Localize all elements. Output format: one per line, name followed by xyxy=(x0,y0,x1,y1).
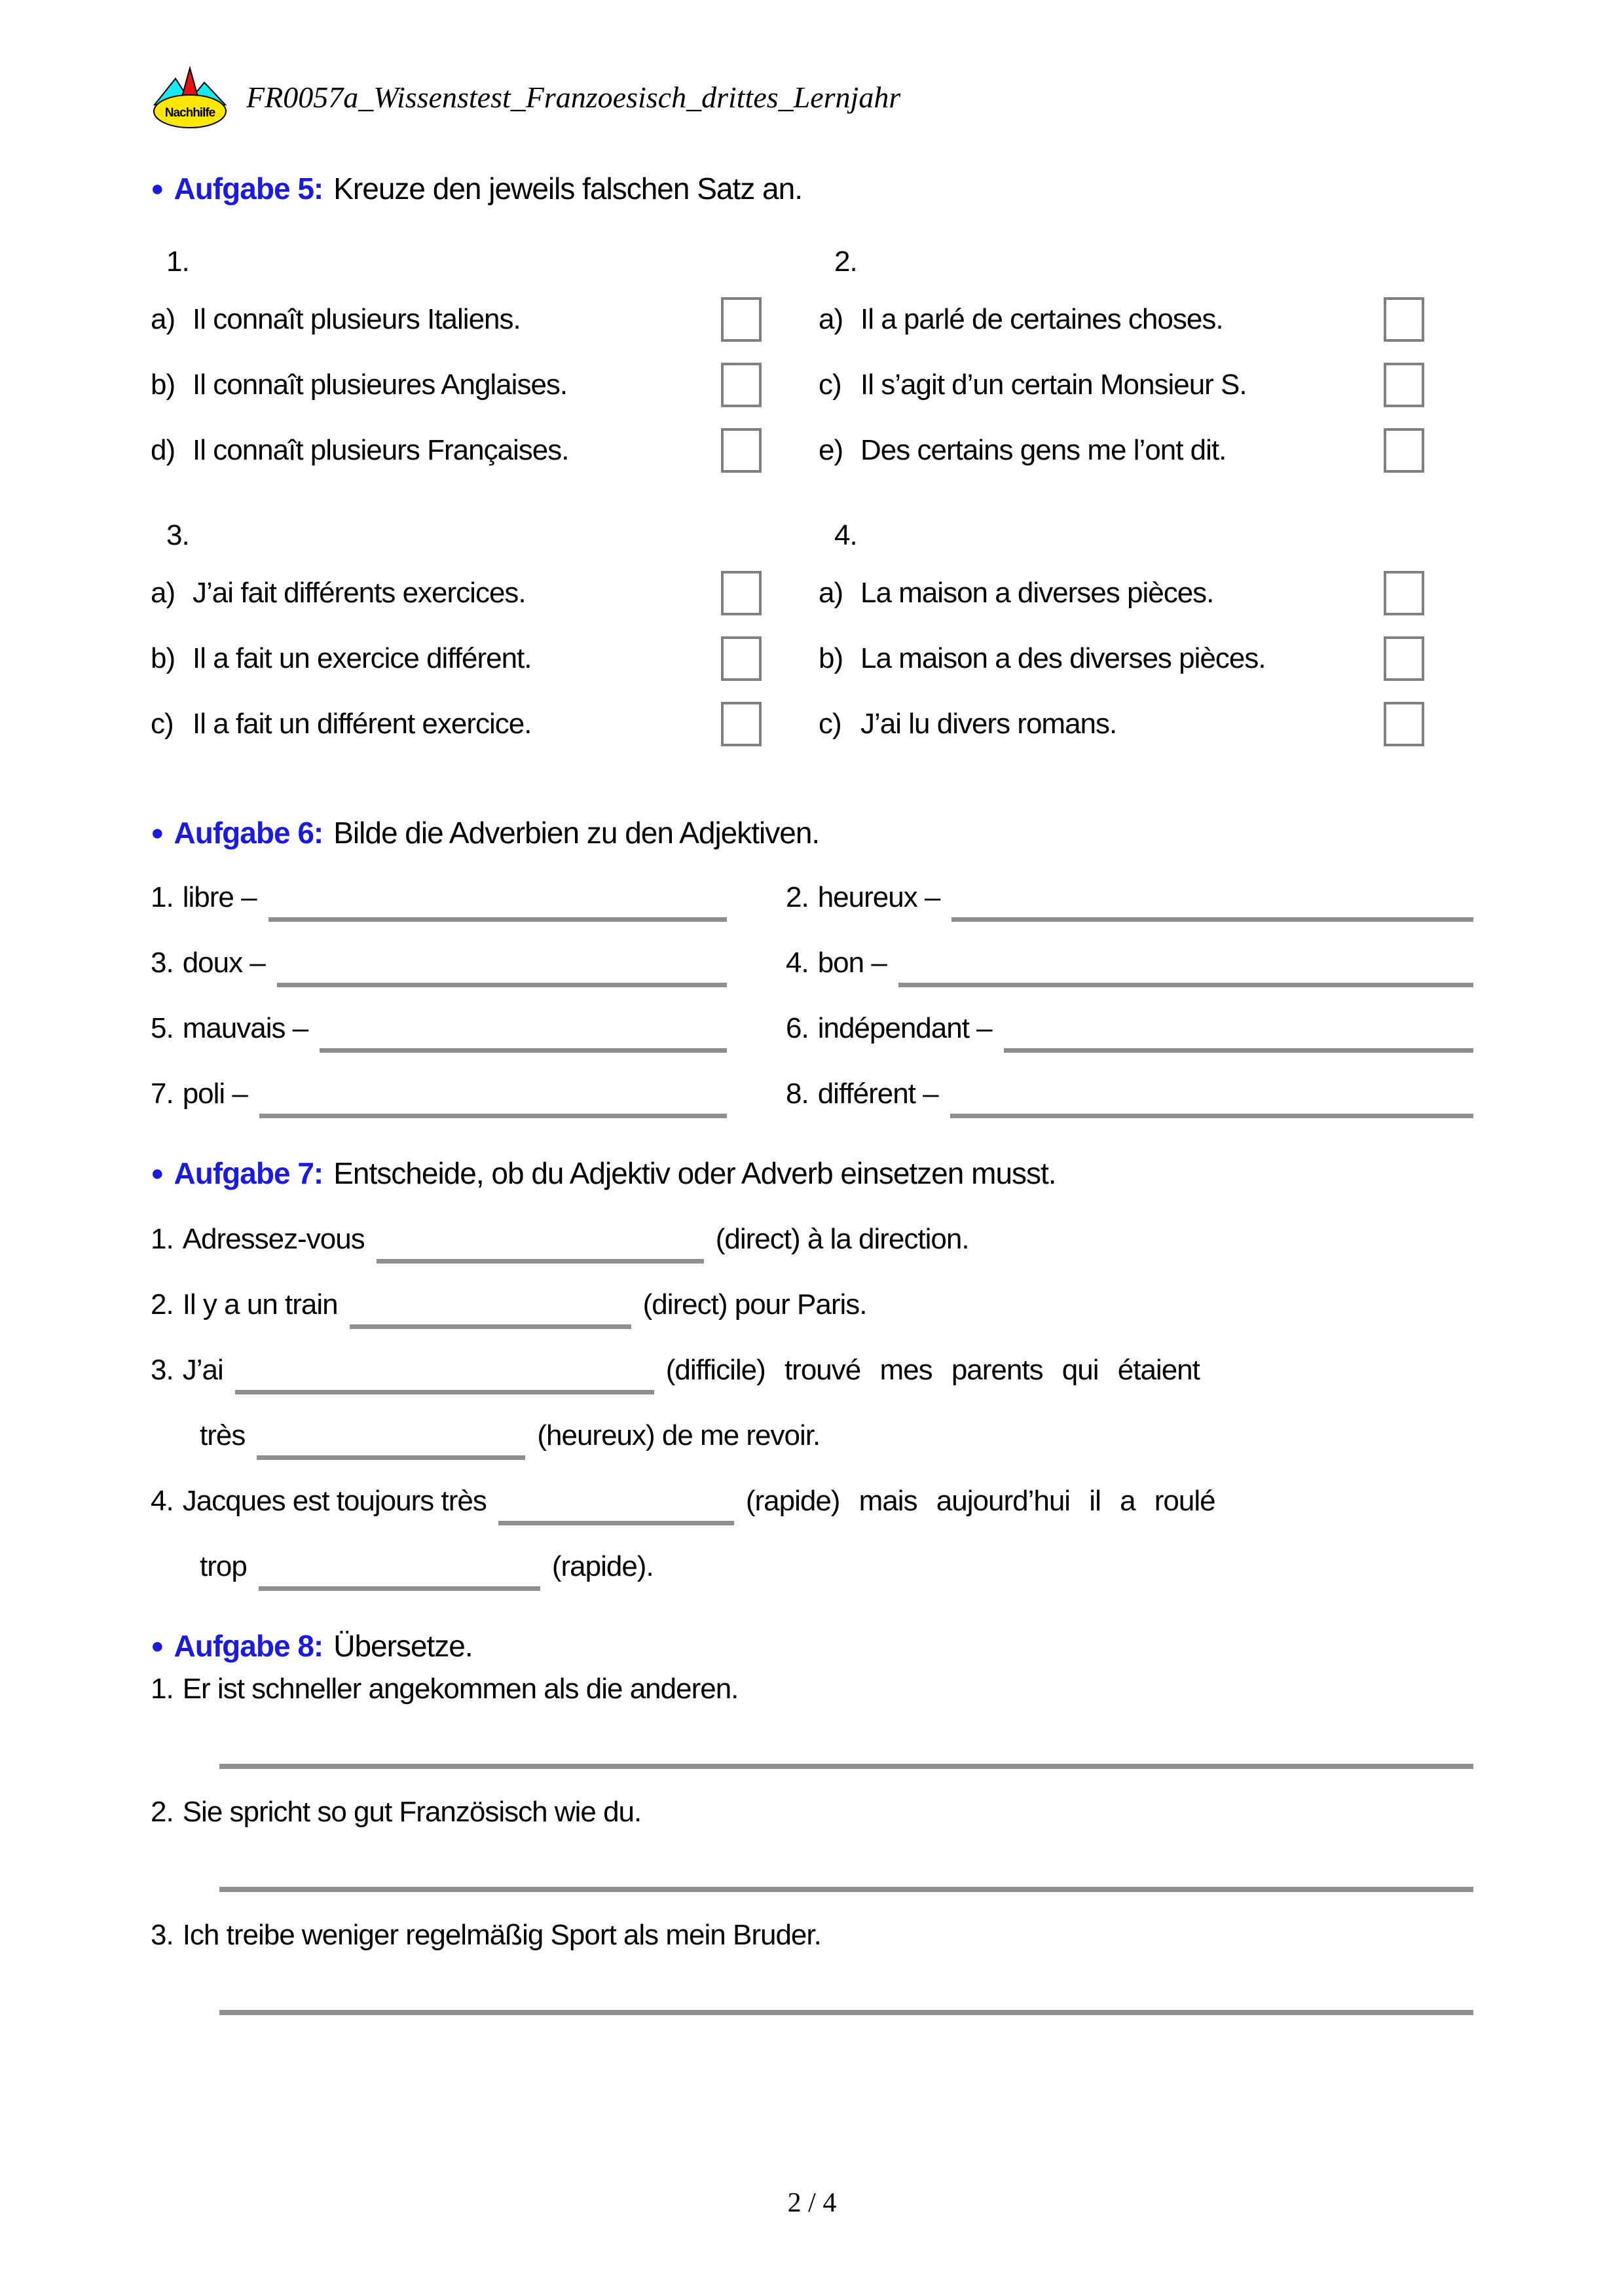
task8-translations xyxy=(151,1672,1473,2015)
blank-line[interactable] xyxy=(259,1586,540,1591)
item-number: 3. xyxy=(151,947,174,979)
adjective-word: différent – xyxy=(817,1078,938,1110)
choice-row xyxy=(819,428,1424,473)
bullet-icon: ● xyxy=(151,820,164,845)
adverb-item-3 xyxy=(151,945,727,987)
answer-checkbox[interactable] xyxy=(1384,428,1424,473)
bullet-icon: ● xyxy=(151,1161,164,1186)
adverb-item-6 xyxy=(786,1011,1473,1053)
choice-row xyxy=(819,297,1424,342)
choice-row xyxy=(151,297,762,342)
choice-row xyxy=(151,571,762,615)
blank-line[interactable] xyxy=(1004,1048,1473,1053)
adjective-word: heureux – xyxy=(817,881,940,913)
choice-row xyxy=(151,428,762,473)
choice-block-4 xyxy=(819,520,1424,746)
option-key: b) xyxy=(151,642,175,674)
option-text: Il connaît plusieures Anglaises. xyxy=(193,369,568,401)
fill-line-4-continuation xyxy=(200,1549,1473,1591)
item-number: 4. xyxy=(786,947,809,979)
task5-heading xyxy=(151,170,1473,207)
translation-sentence-1 xyxy=(151,1672,1473,1706)
item-number: 2. xyxy=(786,881,809,913)
blank-line[interactable] xyxy=(377,1259,704,1264)
blank-line[interactable] xyxy=(235,1390,654,1394)
answer-checkbox[interactable] xyxy=(1384,571,1424,615)
task8-instruction: Übersetze. xyxy=(333,1629,473,1663)
task5-instruction: Kreuze den jeweils falschen Satz an. xyxy=(333,172,803,206)
choice-row xyxy=(151,363,762,407)
task6-instruction: Bilde die Adverbien zu den Adjektiven. xyxy=(333,816,820,850)
choice-row xyxy=(819,636,1424,681)
option-key: b) xyxy=(819,642,843,674)
option-key: a) xyxy=(151,577,175,609)
choice-row xyxy=(819,571,1424,615)
task7-instruction: Entscheide, ob du Adjektiv oder Adverb einsetzen musst. xyxy=(333,1156,1056,1190)
adverb-item-4 xyxy=(786,945,1473,987)
option-key: c) xyxy=(819,369,841,401)
task6-label: Aufgabe 6: xyxy=(174,816,323,850)
bullet-icon: ● xyxy=(151,1633,164,1658)
document-title: FR0057a_Wissenstest_Franzoesisch_drittes_Lernjahr xyxy=(246,80,901,114)
adverb-item-2 xyxy=(786,880,1473,922)
choice-row xyxy=(151,636,762,681)
fill-line-2 xyxy=(151,1287,1473,1329)
line-text-before: trop xyxy=(200,1550,247,1582)
blank-line[interactable] xyxy=(277,983,727,987)
option-text: J’ai lu divers romans. xyxy=(860,708,1117,740)
line-text-before: Il y a un train xyxy=(182,1288,338,1321)
blank-line[interactable] xyxy=(950,1114,1473,1118)
fill-line-4 xyxy=(151,1484,1473,1525)
line-text-before: J’ai xyxy=(182,1354,223,1386)
sentence-text: Er ist schneller angekommen als die anderen. xyxy=(182,1673,739,1705)
line-text-after: (difficile) trouvé mes parents qui étaient xyxy=(665,1354,1200,1386)
item-number: 4. xyxy=(151,1485,174,1517)
block-number: 2. xyxy=(834,246,857,278)
bullet-icon: ● xyxy=(151,176,164,201)
adjective-word: mauvais – xyxy=(182,1012,308,1044)
choice-block-1 xyxy=(151,246,762,473)
answer-checkbox[interactable] xyxy=(1384,297,1424,342)
translation-sentence-3 xyxy=(151,1918,1473,1952)
line-text-after: (direct) pour Paris. xyxy=(642,1288,867,1321)
adverb-item-8 xyxy=(786,1076,1473,1118)
blank-line[interactable] xyxy=(268,917,727,922)
option-text: J’ai fait différents exercices. xyxy=(193,577,526,609)
answer-line[interactable] xyxy=(219,1764,1473,1769)
fill-line-3-continuation xyxy=(200,1418,1473,1460)
sentence-text: Ich treibe weniger regelmäßig Sport als mein Bruder. xyxy=(182,1919,821,1951)
option-text: Des certains gens me l’ont dit. xyxy=(860,434,1227,466)
blank-line[interactable] xyxy=(898,983,1473,987)
sentence-text: Sie spricht so gut Französisch wie du. xyxy=(182,1796,642,1828)
task7-label: Aufgabe 7: xyxy=(174,1156,323,1190)
answer-checkbox[interactable] xyxy=(1384,363,1424,407)
answer-line[interactable] xyxy=(219,2010,1473,2015)
choice-row xyxy=(151,702,762,746)
item-number: 8. xyxy=(786,1078,809,1110)
option-key: c) xyxy=(151,708,174,740)
option-text: Il connaît plusieurs Italiens. xyxy=(193,303,521,335)
item-number: 5. xyxy=(151,1012,174,1044)
item-number: 3. xyxy=(151,1919,174,1951)
block-number: 1. xyxy=(166,246,189,278)
adjective-word: poli – xyxy=(182,1078,248,1110)
answer-checkbox[interactable] xyxy=(1384,636,1424,681)
option-key: a) xyxy=(819,577,843,609)
item-number: 6. xyxy=(786,1012,809,1044)
answer-checkbox[interactable] xyxy=(721,571,762,615)
option-text: Il connaît plusieurs Françaises. xyxy=(193,434,569,466)
block-number: 4. xyxy=(834,519,857,551)
option-key: d) xyxy=(151,434,175,466)
line-text-after: (rapide). xyxy=(551,1550,654,1582)
item-number: 1. xyxy=(151,1223,174,1255)
option-text: Il a fait un différent exercice. xyxy=(193,708,532,740)
item-number: 7. xyxy=(151,1078,174,1110)
adjective-word: indépendant – xyxy=(817,1012,992,1044)
line-text-after: (heureux) de me revoir. xyxy=(537,1419,821,1451)
answer-checkbox[interactable] xyxy=(1384,702,1424,746)
option-key: b) xyxy=(151,369,175,401)
choice-block-3 xyxy=(151,520,762,746)
answer-checkbox[interactable] xyxy=(721,636,762,681)
line-text-before: Jacques est toujours très xyxy=(182,1485,487,1517)
blank-line[interactable] xyxy=(350,1324,631,1329)
item-number: 1. xyxy=(151,1673,174,1705)
blank-line[interactable] xyxy=(320,1048,727,1053)
task5-label: Aufgabe 5: xyxy=(174,172,323,206)
option-text: Il a parlé de certaines choses. xyxy=(860,303,1223,335)
adjective-word: bon – xyxy=(817,947,887,979)
adjective-word: libre – xyxy=(182,881,257,913)
option-key: a) xyxy=(819,303,843,335)
choice-row xyxy=(819,363,1424,407)
line-text-before: très xyxy=(200,1419,246,1451)
answer-checkbox[interactable] xyxy=(721,702,762,746)
fill-line-3 xyxy=(151,1353,1473,1394)
task5-choice-grid xyxy=(151,246,1624,746)
adjective-word: doux – xyxy=(182,947,265,979)
option-key: c) xyxy=(819,708,841,740)
option-text: Il s’agit d’un certain Monsieur S. xyxy=(860,369,1247,401)
option-text: La maison a diverses pièces. xyxy=(860,577,1214,609)
line-text-after: (rapide) mais aujourd’hui il a roulé xyxy=(745,1485,1215,1517)
item-number: 3. xyxy=(151,1354,174,1386)
answer-line[interactable] xyxy=(219,1887,1473,1892)
answer-checkbox[interactable] xyxy=(721,363,762,407)
nachhilfe-logo xyxy=(151,65,229,128)
task7-lines xyxy=(151,1222,1473,1591)
translation-sentence-2 xyxy=(151,1795,1473,1829)
task8-heading xyxy=(151,1628,1473,1664)
task7-heading xyxy=(151,1155,1473,1192)
task8-label: Aufgabe 8: xyxy=(174,1629,323,1663)
line-text-before: Adressez-vous xyxy=(182,1223,365,1255)
choice-block-2 xyxy=(819,246,1424,473)
blank-line[interactable] xyxy=(951,917,1473,922)
option-text: Il a fait un exercice différent. xyxy=(193,642,532,674)
blank-line[interactable] xyxy=(259,1114,727,1118)
option-key: e) xyxy=(819,434,843,466)
item-number: 2. xyxy=(151,1288,174,1321)
option-key: a) xyxy=(151,303,175,335)
blank-line[interactable] xyxy=(498,1521,734,1525)
blank-line[interactable] xyxy=(257,1455,525,1460)
answer-checkbox[interactable] xyxy=(721,428,762,473)
line-text-after: (direct) à la direction. xyxy=(715,1223,969,1255)
item-number: 2. xyxy=(151,1796,174,1828)
block-number: 3. xyxy=(166,519,189,551)
item-number: 1. xyxy=(151,881,174,913)
option-text: La maison a des diverses pièces. xyxy=(860,642,1266,674)
answer-checkbox[interactable] xyxy=(721,297,762,342)
fill-line-1 xyxy=(151,1222,1473,1264)
choice-row xyxy=(819,702,1424,746)
header xyxy=(151,65,1473,128)
adverb-item-5 xyxy=(151,1011,727,1053)
logo-text: Nachhilfe xyxy=(164,106,215,120)
page-number: 2 / 4 xyxy=(787,2188,837,2218)
task6-heading xyxy=(151,814,1473,851)
task6-adverb-grid xyxy=(151,880,1624,1142)
adverb-item-7 xyxy=(151,1076,727,1118)
adverb-item-1 xyxy=(151,880,727,922)
